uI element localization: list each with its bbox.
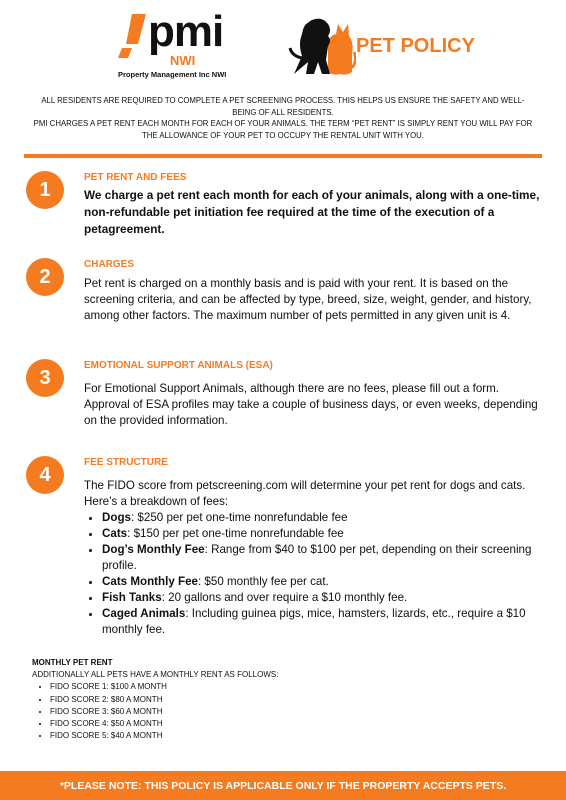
section-fee-structure: [26, 456, 542, 646]
list-item: [102, 574, 542, 590]
fee-text: : Including guinea pigs, mice, hamsters, lizards, etc., require a $10 monthly fee.: [102, 607, 526, 636]
section-body: We charge a pet rent each month for each of your animals, along with a one-time, non-refundable pet initiation fee required at the time of the execution of a petagreement.: [84, 188, 540, 236]
section-title: EMOTIONAL SUPPORT ANIMALS (ESA): [84, 360, 273, 371]
list-item: [102, 590, 542, 606]
logo-name: pmi: [148, 7, 224, 56]
section-charges: [26, 258, 542, 343]
intro-line-1: ALL RESIDENTS ARE REQUIRED TO COMPLETE A PET SCREENING PROCESS. THIS HELPS US ENSURE THE SAFETY AND WELL-BEING OF ALL RESIDENTS.: [41, 96, 525, 117]
monthly-title: MONTHLY PET RENT: [32, 658, 113, 667]
list-item: • FIDO SCORE 1: $100 A MONTH: [50, 681, 432, 693]
fee-label: Cats Monthly Fee: [102, 575, 198, 588]
section-body: [84, 478, 542, 638]
section-number-badge: 4: [26, 456, 64, 494]
section-pet-rent-fees: [26, 171, 542, 241]
footer-note: *PLEASE NOTE: THIS POLICY IS APPLICABLE ONLY IF THE PROPERTY ACCEPTS PETS.: [0, 771, 566, 800]
list-item: [102, 542, 542, 574]
fee-label: Cats: [102, 527, 128, 540]
section-number-badge: 2: [26, 258, 64, 296]
section-esa: [26, 359, 542, 434]
list-item: • FIDO SCORE 5: $40 A MONTH: [50, 730, 432, 742]
section-number-badge: 1: [26, 171, 64, 209]
fee-text: : $150 per pet one-time nonrefundable fee: [127, 527, 344, 540]
fido-score-list: [32, 681, 432, 742]
section-body: Pet rent is charged on a monthly basis and is paid with your rent. It is based on the screening criteria, and can be affected by type, breed, size, weight, gender, and history, among other factors. The maximum number of pets permitted in any given unit is 4.: [84, 277, 532, 322]
fee-list: [84, 510, 542, 638]
list-item: • FIDO SCORE 3: $60 A MONTH: [50, 706, 432, 718]
intro-line-2: PMI CHARGES A PET RENT EACH MONTH FOR EACH OF YOUR ANIMALS. THE TERM “PET RENT” IS SIMPLY RENT YOU WILL PAY FOR THE ALLOWANCE OF YOUR PET TO OCCUPY THE RENTAL UNIT WITH YOU.: [33, 119, 533, 140]
fee-label: Dogs: [102, 511, 131, 524]
fee-label: Caged Animals: [102, 607, 186, 620]
fee-text: : $250 per pet one-time nonrefundable fee: [130, 511, 348, 524]
intro-text: [30, 95, 536, 141]
list-item: • FIDO SCORE 4: $50 A MONTH: [50, 718, 432, 730]
section-number-badge: 3: [26, 359, 64, 397]
fee-text: : 20 gallons and over require a $10 monthly fee.: [161, 591, 408, 604]
list-item: [102, 510, 542, 526]
list-item: [102, 526, 542, 542]
monthly-subtitle: ADDITIONALLY ALL PETS HAVE A MONTHLY RENT AS FOLLOWS:: [32, 670, 279, 680]
section-title: FEE STRUCTURE: [84, 457, 168, 468]
divider: [24, 154, 542, 158]
logo-company: Property Management Inc NWI: [118, 70, 227, 79]
fee-label: Fish Tanks: [102, 591, 162, 604]
pmi-logo-mark-icon: [118, 14, 146, 60]
logo-region: NWI: [170, 53, 196, 68]
section-title: PET RENT AND FEES: [84, 172, 187, 183]
page-title: PET POLICY: [356, 35, 475, 57]
fee-intro: The FIDO score from petscreening.com will determine your pet rent for dogs and cats. Here’s a breakdown of fees:: [84, 479, 526, 508]
monthly-pet-rent: [32, 657, 432, 742]
header: [0, 0, 566, 90]
fee-text: : Range from $40 to $100 per pet, depending on their screening profile.: [102, 543, 532, 572]
list-item: [102, 606, 542, 638]
fee-label: Dog’s Monthly Fee: [102, 543, 205, 556]
section-body: For Emotional Support Animals, although there are no fees, please fill out a form. Approval of ESA profiles may take a couple of business days, or even weeks, depending on the provided information.: [84, 382, 538, 427]
fee-text: : $50 monthly fee per cat.: [197, 575, 329, 588]
section-title: CHARGES: [84, 259, 135, 270]
list-item: • FIDO SCORE 2: $80 A MONTH: [50, 694, 432, 706]
dog-and-cat-icon: [288, 12, 356, 78]
